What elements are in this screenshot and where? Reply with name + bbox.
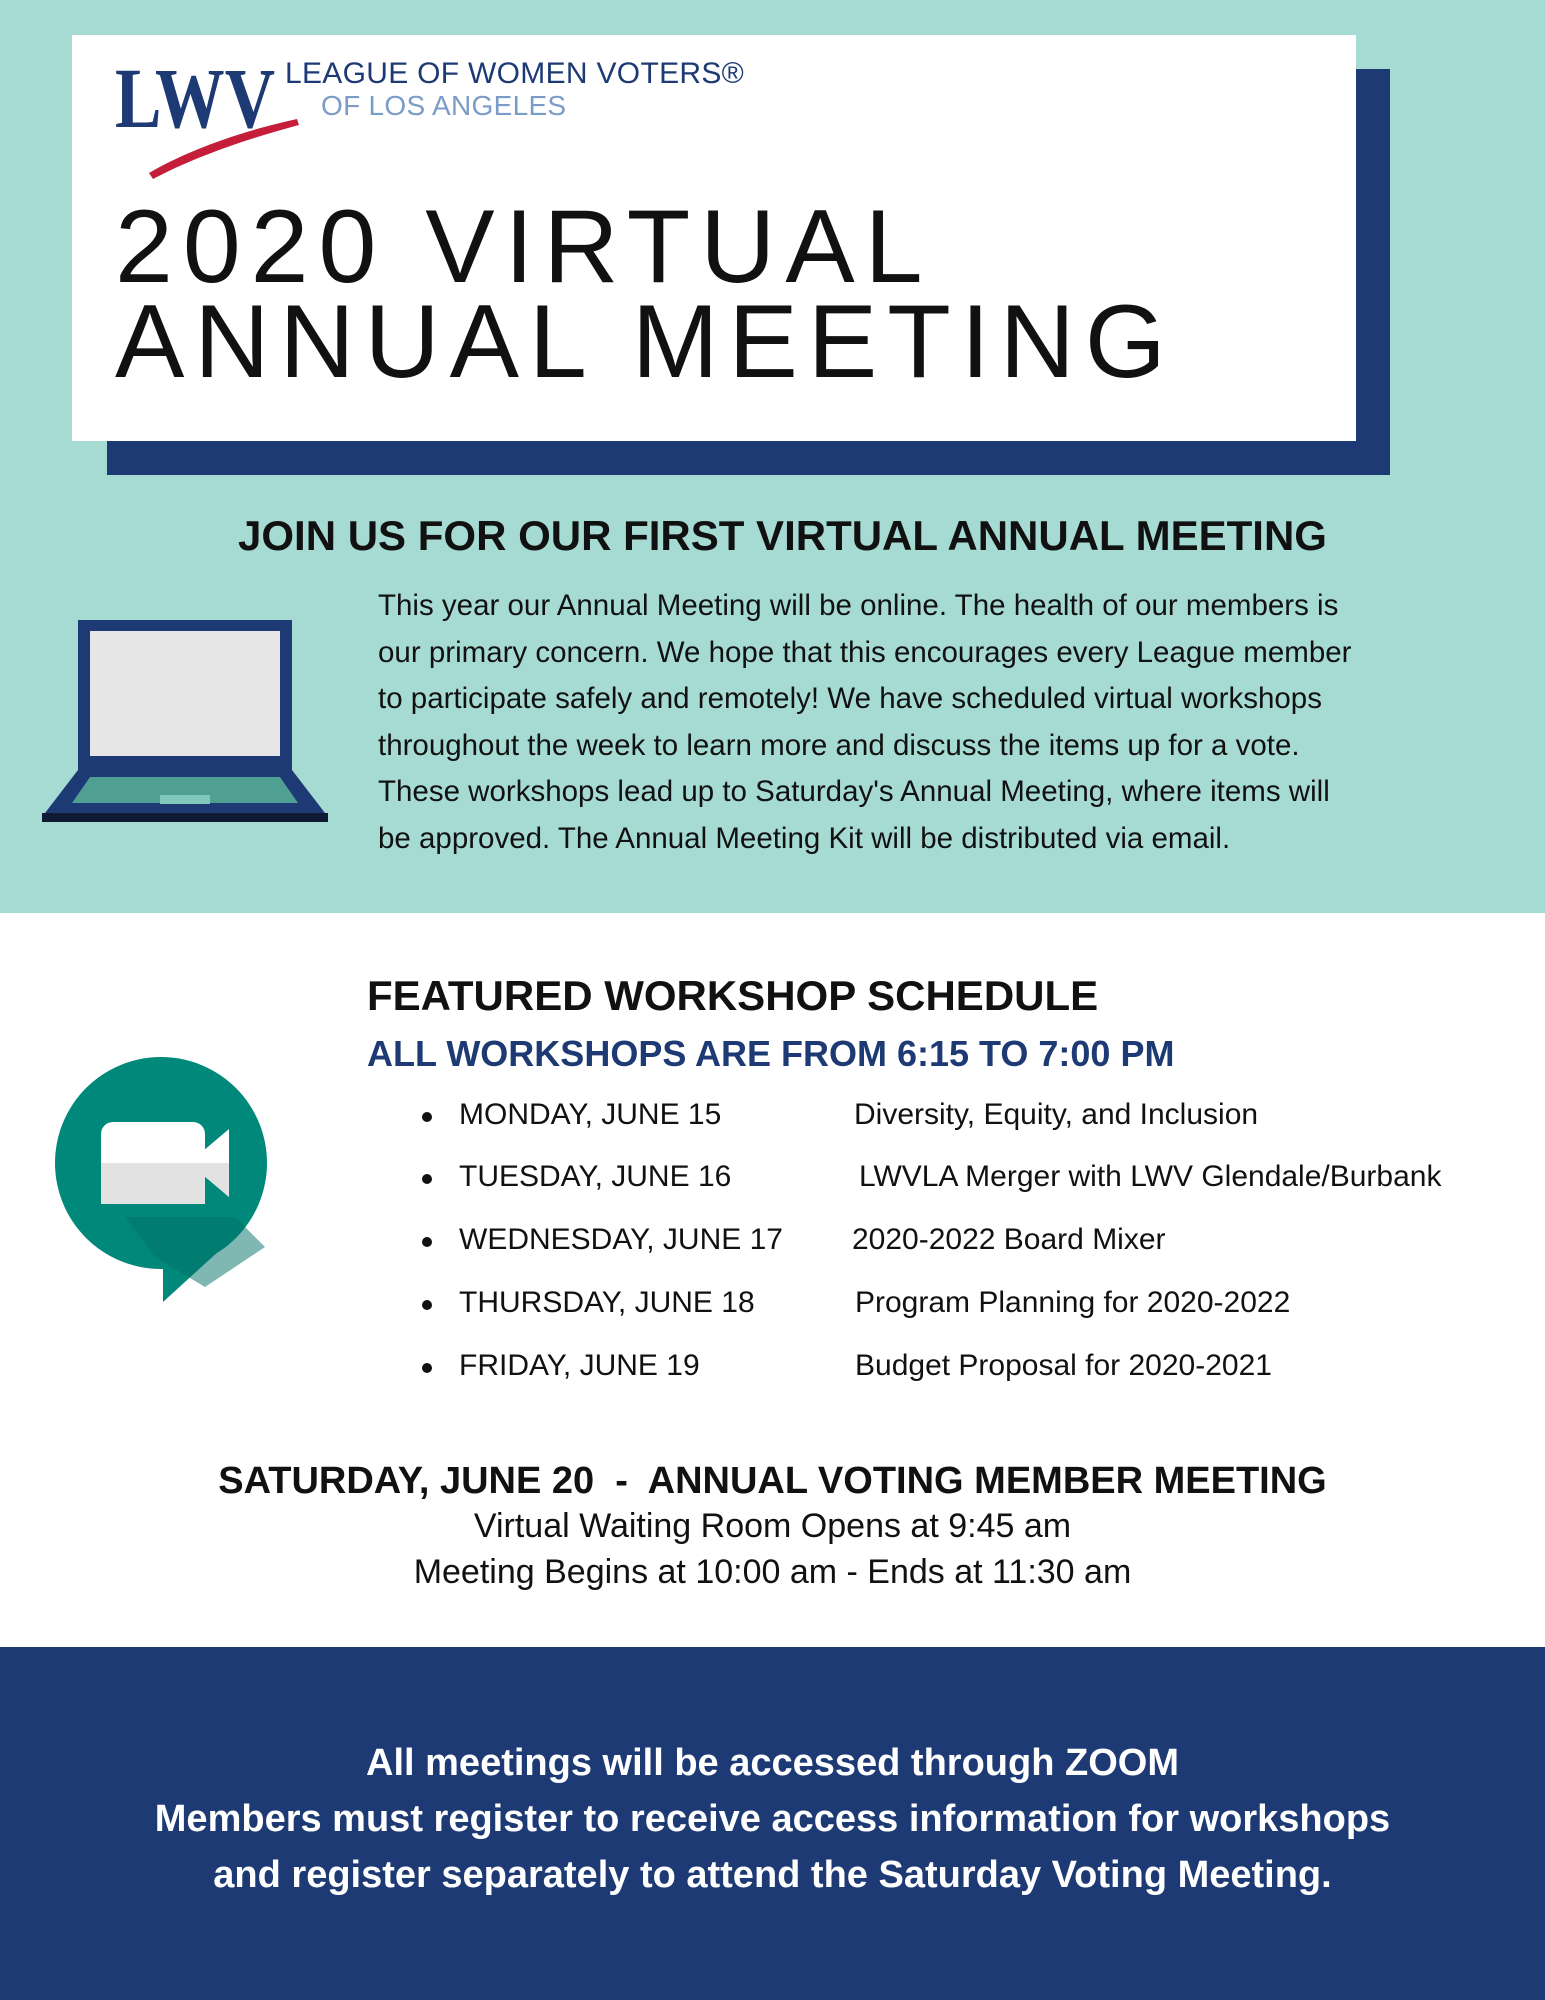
footer-line: Members must register to receive access information for workshops <box>154 1798 1391 1840</box>
workshop-topic: LWVLA Merger with LWV Glendale/Burbank <box>859 1160 1442 1193</box>
workshop-day: TUESDAY, JUNE 16 <box>459 1160 732 1193</box>
lwv-logo <box>113 45 753 180</box>
bullet <box>422 1363 432 1373</box>
bullet <box>422 1112 432 1122</box>
workshop-day: WEDNESDAY, JUNE 17 <box>459 1223 783 1256</box>
workshop-day: MONDAY, JUNE 15 <box>459 1098 722 1131</box>
logo-mark-text: LWV <box>115 50 275 146</box>
lwv-logo-mark <box>113 49 313 179</box>
intro-line: our primary concern. We hope that this encourages every League member <box>378 635 1352 669</box>
footer-line: All meetings will be accessed through ZOOM <box>366 1742 1179 1784</box>
join-heading: JOIN US FOR OUR FIRST VIRTUAL ANNUAL MEETING <box>238 512 1327 559</box>
footer-notice <box>0 1735 1545 1903</box>
workshop-topic: Program Planning for 2020-2022 <box>855 1286 1291 1319</box>
workshop-topic: Diversity, Equity, and Inclusion <box>854 1098 1259 1131</box>
footer-line: and register separately to attend the Saturday Voting Meeting. <box>213 1854 1332 1896</box>
logo-org-name: LEAGUE OF WOMEN VOTERS® <box>285 57 745 90</box>
page-title-line-2: ANNUAL MEETING <box>115 284 1176 400</box>
laptop-icon <box>42 617 328 824</box>
bullet <box>422 1174 432 1184</box>
workshop-topic: 2020-2022 Board Mixer <box>852 1223 1166 1256</box>
saturday-heading: SATURDAY, JUNE 20 - ANNUAL VOTING MEMBER MEETING <box>218 1460 1327 1502</box>
bullet <box>422 1237 432 1247</box>
schedule-title: FEATURED WORKSHOP SCHEDULE <box>367 972 1099 1019</box>
intro-paragraph <box>378 583 1508 862</box>
intro-line: be approved. The Annual Meeting Kit will be distributed via email. <box>378 821 1231 855</box>
bullet <box>422 1300 432 1310</box>
video-meeting-icon <box>55 1057 270 1302</box>
intro-line: to participate safely and remotely! We have scheduled virtual workshops <box>378 682 1322 715</box>
workshop-day: THURSDAY, JUNE 18 <box>459 1286 755 1319</box>
intro-line: This year our Annual Meeting will be online. The health of our members is <box>378 589 1339 622</box>
workshop-topic: Budget Proposal for 2020-2021 <box>855 1349 1272 1382</box>
page-title-line-1: 2020 VIRTUAL <box>115 189 933 305</box>
saturday-meeting-times: Meeting Begins at 10:00 am - Ends at 11:30 am <box>413 1553 1132 1591</box>
logo-org-location: OF LOS ANGELES <box>321 90 567 121</box>
workshop-day: FRIDAY, JUNE 19 <box>459 1349 700 1382</box>
intro-line: These workshops lead up to Saturday's Annual Meeting, where items will <box>378 775 1330 808</box>
saturday-waiting-room: Virtual Waiting Room Opens at 9:45 am <box>473 1507 1072 1545</box>
schedule-subtitle: ALL WORKSHOPS ARE FROM 6:15 TO 7:00 PM <box>367 1033 1175 1074</box>
intro-line: throughout the week to learn more and discuss the items up for a vote. <box>378 728 1300 762</box>
